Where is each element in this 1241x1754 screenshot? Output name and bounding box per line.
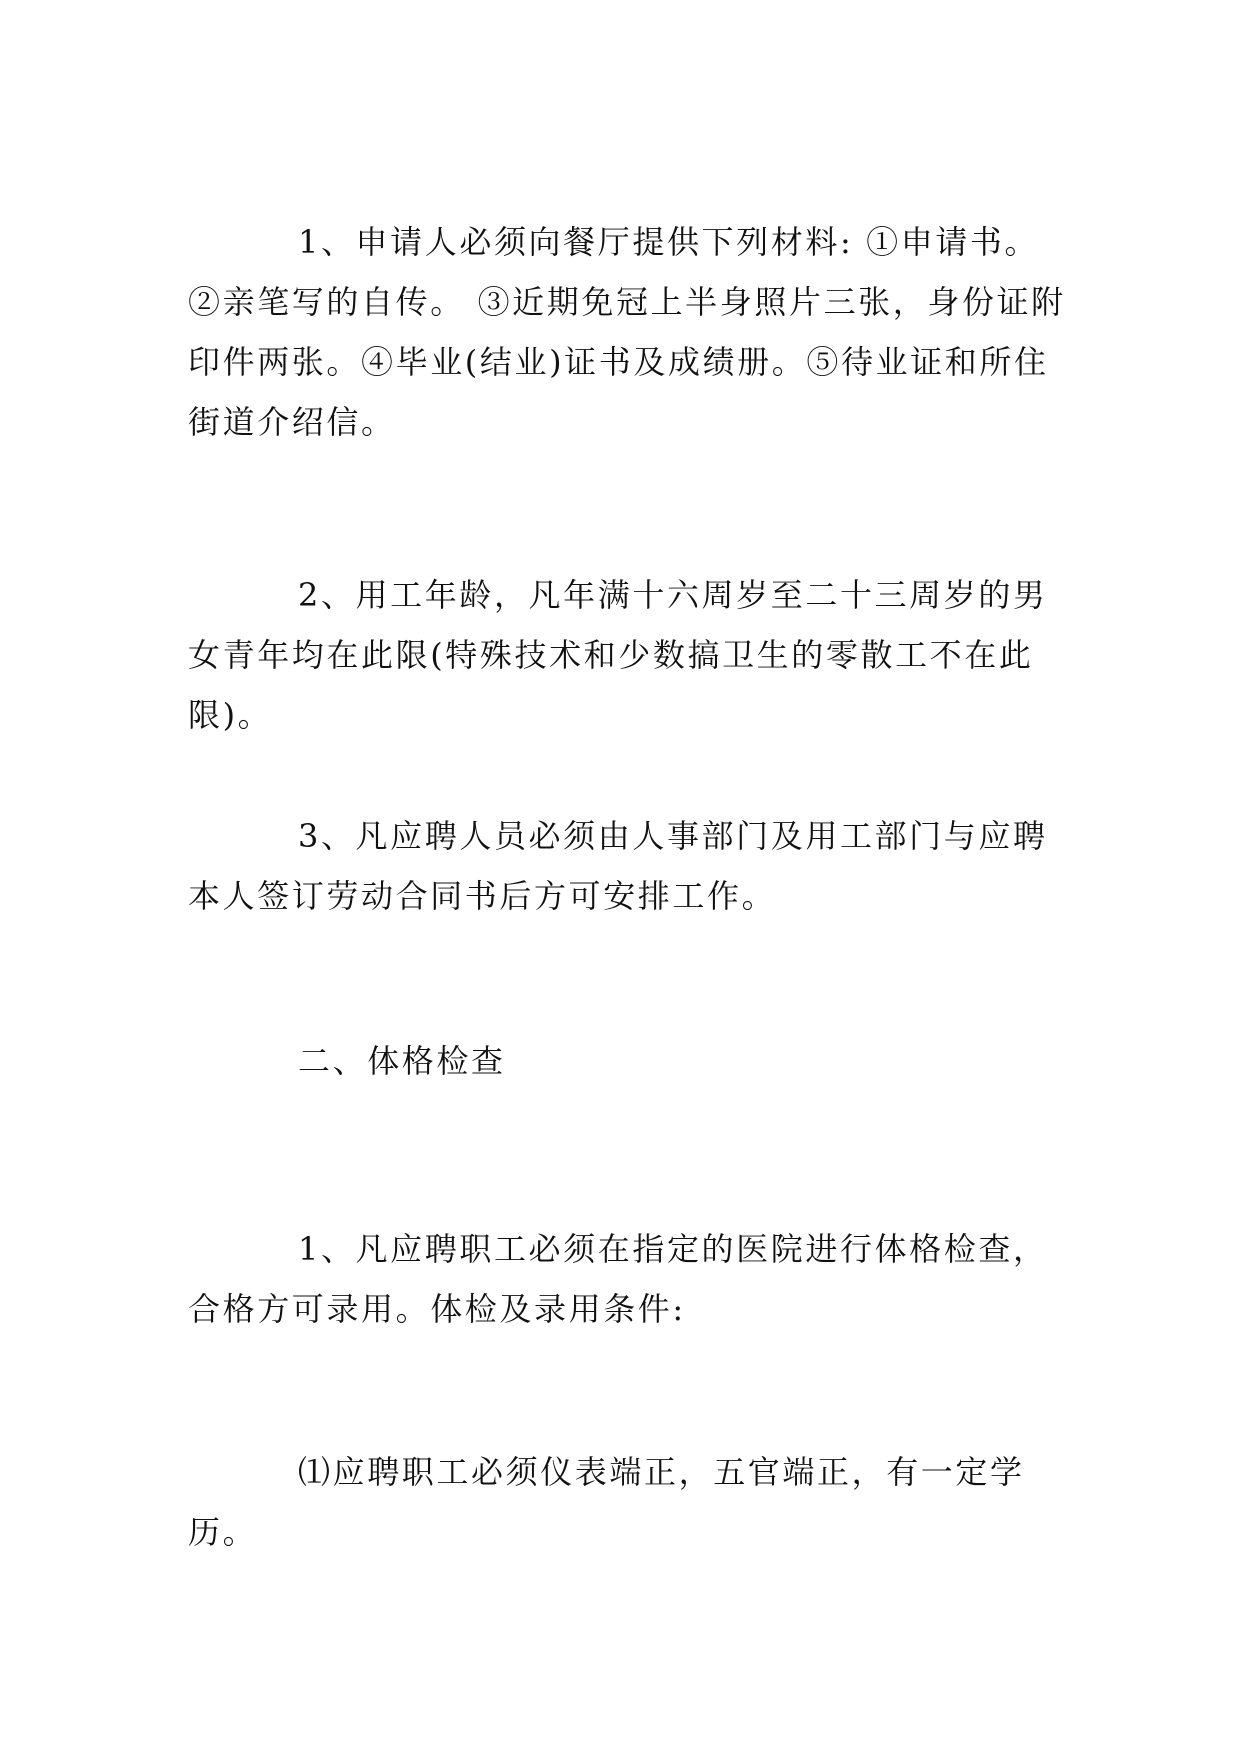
paragraph-application-materials: 1、申请人必须向餐厅提供下列材料: ①申请书。 ②亲笔写的自传。 ③近期免冠上半身照片三张，身份证附印件两张。④毕业(结业)证书及成绩册。⑤待业证和所住街道介绍信。 xyxy=(188,223,1066,441)
paragraph-labor-contract: 3、凡应聘人员必须由人事部门及用工部门与应聘本人签订劳动合同书后方可安排工作。 xyxy=(188,817,1048,915)
paragraph-medical-check: 1、凡应聘职工必须在指定的医院进行体格检查，合格方可录用。体检及录用条件: xyxy=(188,1230,1048,1328)
section-heading-physical-exam: 二、体格检查 xyxy=(298,1042,506,1080)
paragraph-employment-age: 2、用工年龄，凡年满十六周岁至二十三周岁的男女青年均在此限(特殊技术和少数搞卫生的零散工不在此限)。 xyxy=(188,576,1048,734)
paragraph-appearance-requirement: ⑴应聘职工必须仪表端正，五官端正，有一定学历。 xyxy=(188,1453,1025,1551)
